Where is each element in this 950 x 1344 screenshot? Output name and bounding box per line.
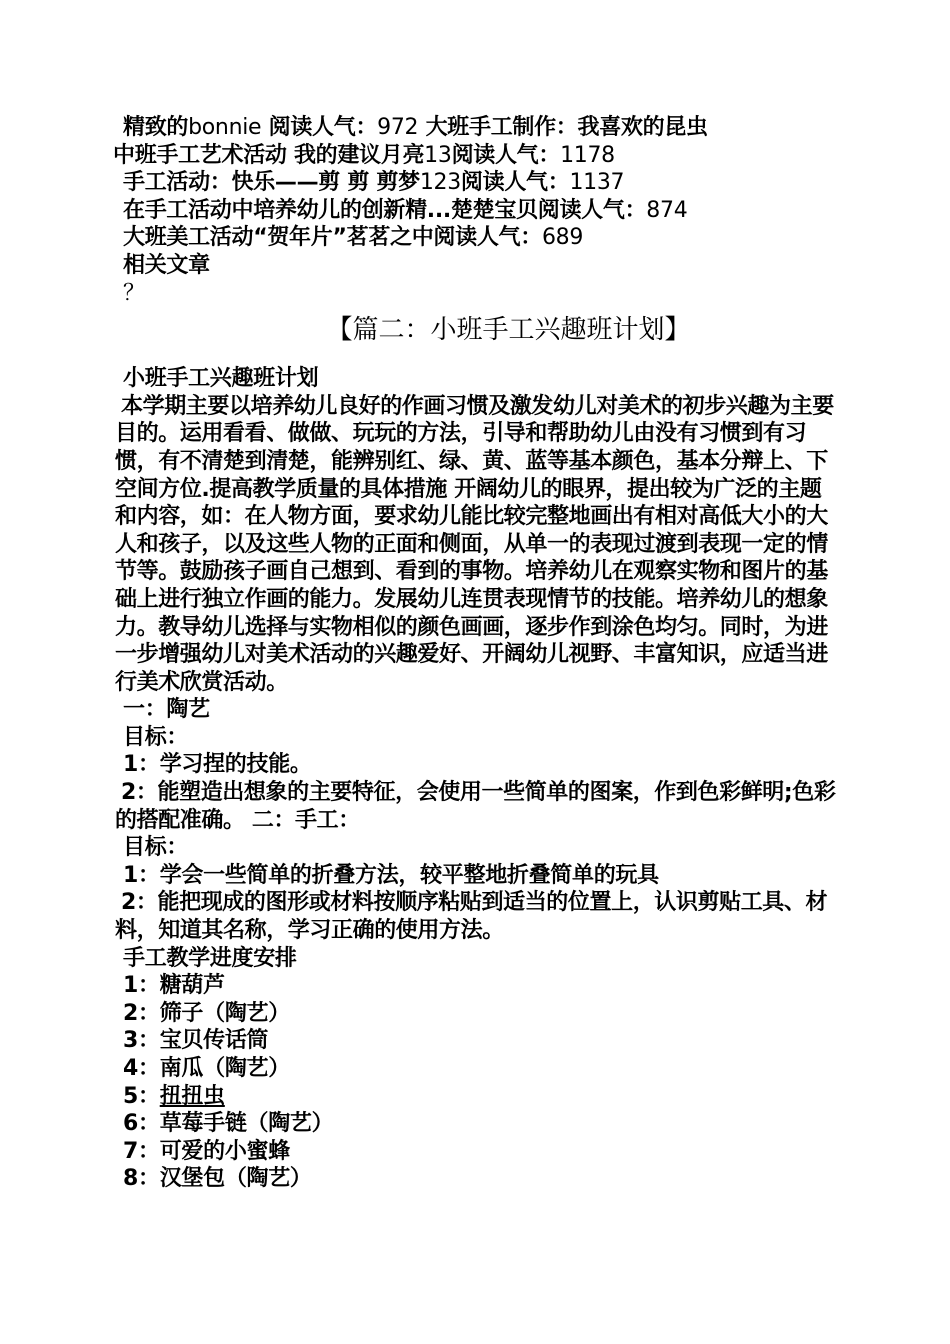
goal-item: 2：能把现成的图形或材料按顺序粘贴到适当的位置上，认识剪贴工具、材料，知道其名称，学习正确的使用方法。 — [115, 890, 828, 944]
related-item[interactable]: 精致的bonnie 阅读人气：972 大班手工制作：我喜欢的昆虫 — [123, 115, 708, 140]
list-item[interactable]: 5：扭扭虫 — [123, 1083, 225, 1109]
goal-item: 2：能塑造出想象的主要特征，会使用一些简单的图案，作到色彩鲜明;色彩的搭配准确。 二：手工： — [115, 780, 836, 833]
related-item[interactable]: 手工活动：快乐——剪 剪 剪梦123阅读人气：1137 — [123, 170, 625, 196]
list-item: 3：宝贝传话筒 — [123, 1028, 269, 1054]
list-item: 1：糖葫芦 — [123, 973, 225, 999]
goal-item: 1：学习捏的技能。 — [123, 752, 312, 778]
related-item[interactable]: 在手工活动中培养幼儿的创新精...楚楚宝贝阅读人气：874 — [123, 197, 688, 223]
related-item[interactable]: 中班手工艺术活动 我的建议月亮13阅读人气：1178 — [113, 142, 615, 168]
related-articles-title: 相关文章 — [123, 252, 210, 278]
list-item: 8：汉堡包（陶艺） — [123, 1166, 312, 1192]
list-item: 7：可爱的小蜜蜂 — [123, 1138, 290, 1164]
schedule-link[interactable]: 扭扭虫 — [159, 1083, 225, 1109]
question-mark: ？ — [123, 280, 145, 306]
list-item: 4：南瓜（陶艺） — [123, 1056, 290, 1081]
section-1-title: 一：陶艺 — [123, 697, 210, 723]
intro-paragraph: 本学期主要以培养幼儿良好的作画习惯及激发幼儿对美术的初步兴趣为主要目的。运用看看、做做、玩玩的方法，引导和帮助幼儿由没有习惯到有习惯，有不清楚到清楚，能辨别红、绿、黄、蓝等基本颜色，基本分辩上、下空间方位.提高教学质量的具体措施 开阔幼儿的眼界，提出较为广泛的主题和内容，如：在人物方面，要求幼儿能比较完整地画出有相对高低大小的大人和孩子，以及这些人物的正面和侧面，从单一的表现过渡到表现一定的情节等。鼓励孩子画自己想到、看到的事物。培养幼儿在观察实物和图片的基础上进行独立作画的能力。发展幼儿连贯表现情节的技能。培养幼儿的想象力。教导幼儿选择与实物相似的颜色画画，逐步作到涂色均匀。同时，为进一步增强幼儿对美术活动的兴趣爱好、开阔幼儿视野、丰富知识，应适当进行美术欣赏活动。 — [115, 393, 834, 695]
goal-label: 目标： — [123, 724, 189, 750]
related-item[interactable]: 大班美工活动“贺年片”茗茗之中阅读人气：689 — [123, 225, 584, 251]
list-item: 6：草莓手链（陶艺） — [123, 1111, 334, 1137]
section-heading: 【篇二：小班手工兴趣班计划】 — [326, 315, 691, 346]
list-item: 2：筛子（陶艺） — [123, 1000, 290, 1026]
goal-item: 1：学会一些简单的折叠方法，较平整地折叠简单的玩具 — [123, 862, 659, 888]
schedule-title: 手工教学进度安排 — [123, 945, 297, 971]
goal-label: 目标： — [123, 835, 189, 861]
doc-title: 小班手工兴趣班计划 — [123, 366, 319, 392]
